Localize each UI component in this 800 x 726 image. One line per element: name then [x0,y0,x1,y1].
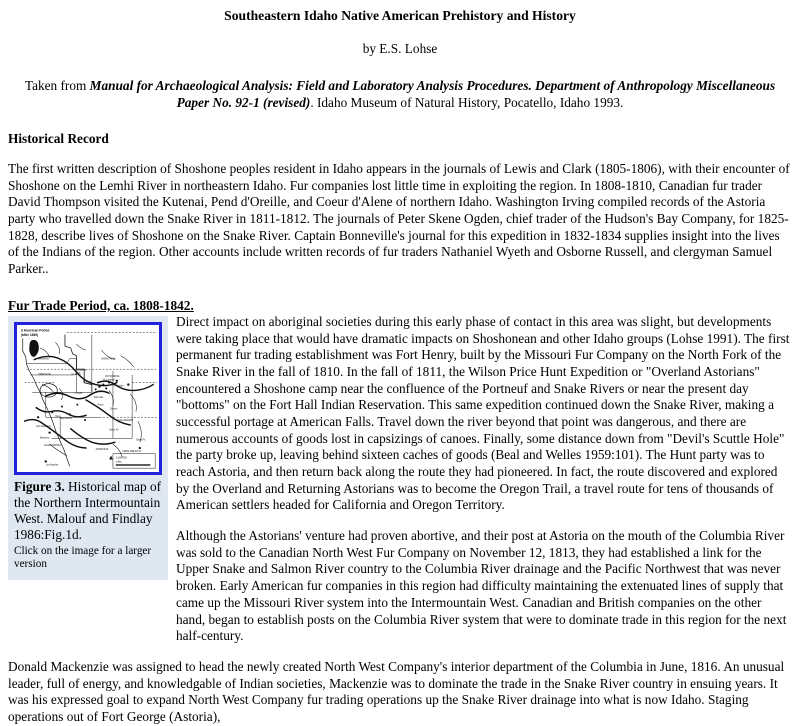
paragraph-fur-trade-2: Although the Astorians' venture had proven abortive, and their post at Astoria on the mouth of the Columbia River was sold to the Canadian North West Fur Company on November 12, 1813, they had established a link for the Upper Snake and Salmon River country to the Columbia River drainage and the Pacific Northwest that was never broken. Early American fur companies in this region had difficulty maintaining the extenuated lines of supply that came up the Missouri River system into the Intermountain West. Canadian and British companies on the other hand, began to establish posts on the Columbia River system that were to dominate trade in this region for the next half-century. [176,528,787,644]
svg-text:d American Period: d American Period [20,328,50,333]
source-prefix: Taken from [24,78,90,94]
svg-text:Reno: Reno [55,416,61,419]
svg-text:IDAHO: IDAHO [77,367,87,372]
byline: by E.S. Lohse [362,40,438,56]
source-suffix: . Idaho Museum of Natural History, Pocatello, Idaho 1993. [310,95,624,111]
figure-3-number: Figure 3. [14,478,65,494]
svg-text:Provo: Provo [97,404,104,407]
source-citation [8,77,792,111]
figure-3-block [8,316,168,580]
fur-trade-text-column [176,314,792,645]
svg-text:Ft. Bridger: Ft. Bridger [112,385,124,388]
source-title-italic: Manual for Archaeological Analysis: Field and Laboratory Analysis Procedures. Department of Anthropology Miscellaneous Paper No. 92-1 (revised) [89,78,776,111]
svg-text:Santa Fe: Santa Fe [135,439,146,442]
figure-3-caption [14,479,162,544]
svg-text:ARIZONA: ARIZONA [95,446,109,451]
svg-text:Vancouver: Vancouver [38,358,49,361]
paragraph-historical-record: The first written description of Shoshone peoples resident in Idaho appears in the journals of Lewis and Clark (1805-1806), with their encounter of Shoshone on the Lemhi River in northeastern Idaho. Fur companies lost little time in exploiting the region. In 1808-1810, Canadian fur trader David Thompson visited the Kutenai, Pend d'Oreille, and Coeur d'Alene of northern Idaho. Washington Irving compiled records of the Astoria party who travelled down the Snake River in 1811-1812. The journals of Peter Skene Ogden, chief trader of the Hudson's Bay Company, for 1825-1828, describe lives of Shoshone on the Snake River. Captain Bonneville's journal for this expedition in 1832-1834 supplies insight into the lives of the Indians of the region. Other accounts include written records of fur traders Nathaniel Wyeth and Osborne Russell, and clergyman Samuel Parker.. [8,161,790,277]
svg-text:Ft. Hall: Ft. Hall [83,381,91,384]
svg-text:San Francisco: San Francisco [36,425,51,428]
svg-text:COLORADO: COLORADO [116,417,134,422]
svg-text:MONTANA: MONTANA [101,356,116,361]
svg-text:miles: miles [115,460,122,464]
svg-text:(after 1860): (after 1860) [20,332,39,337]
svg-text:Los Angeles: Los Angeles [45,464,59,467]
svg-text:OREGON: OREGON [38,371,51,376]
svg-text:Denver: Denver [110,408,118,411]
svg-text:CALIFORNIA: CALIFORNIA [43,442,62,447]
fur-trade-content [8,314,792,645]
svg-text:NEW MEXICO: NEW MEXICO [122,448,142,453]
svg-text:Ft. Laramie: Ft. Laramie [103,379,115,382]
svg-text:WYOMING: WYOMING [105,373,120,378]
page-title: Southeastern Idaho Native American Prehistory and History [224,8,576,23]
svg-text:Salt Lake: Salt Lake [93,396,104,399]
figure-3-image-link[interactable] [14,322,162,475]
historical-map-image [17,325,159,472]
svg-text:0 100 200: 0 100 200 [115,456,127,460]
svg-text:NEVADA: NEVADA [60,415,72,420]
svg-text:Monterey: Monterey [40,437,50,440]
figure-3-caption-text: Historical map of the Northern Intermountain West. Malouf and Findlay 1986:Fig.1d. [14,478,162,543]
paragraph-fur-trade-1: Direct impact on aboriginal societies during this early phase of contact in this area was slight, but developments were taking place that would have dramatic impacts on Shoshonean and other Idaho groups (Lohse 1991). The first permanent fur trading establishment was Fort Henry, built by the Missouri Fur Company on the North Fork of the Snake River in the fall of 1810. In the fall of 1811, the Wilson Price Hunt Expedition or "Overland Astorians" encountered a Shoshone camp near the confluence of the Portneuf and Snake Rivers or near the present day "bottoms" on the Fort Hall Indian Reservation. This same expedition continued down the Snake River, making a successful portage at American Falls. Travel down the river beyond that point was dangerous, and there are numerous accounts of goods lost in capsizings of canoes. Finally, some distance down from "Devil's Scuttle Hole" the party broke up, leaving behind sixteen caches of goods (Beal and Welles 1959:101). The Hunt party was to reach Astoria, and then return back along the route they had pioneered. In fact, the route discovered and explored by the Overland and Returning Astorians was to become the Oregon Trail, a travel route for tens of thousands of American settlers headed for California and Oregon Territory. [176,313,790,513]
heading-fur-trade-period: Fur Trade Period, ca. 1808-1842. [8,297,194,313]
paragraph-fur-trade-3: Donald Mackenzie was assigned to head the newly created North West Company's interior department of the Columbia in June, 1816. An unusual leader, full of energy, and knowledgable of Indian societies, Mackenzie was to dominate the trade in the Snake River country in ensuing years. It was his expressed goal to expand North West Company fur trading operations up the Snake River drainage into what is now Idaho. Staging operations out of Fort George (Astoria), [8,658,785,724]
figure-3-click-note[interactable]: Click on the image for a larger version [14,544,152,571]
heading-historical-record: Historical Record [8,131,109,147]
svg-text:Santa Fe: Santa Fe [109,429,119,432]
svg-text:UTAH: UTAH [74,390,83,395]
svg-text:Ft. Boise: Ft. Boise [71,373,81,376]
